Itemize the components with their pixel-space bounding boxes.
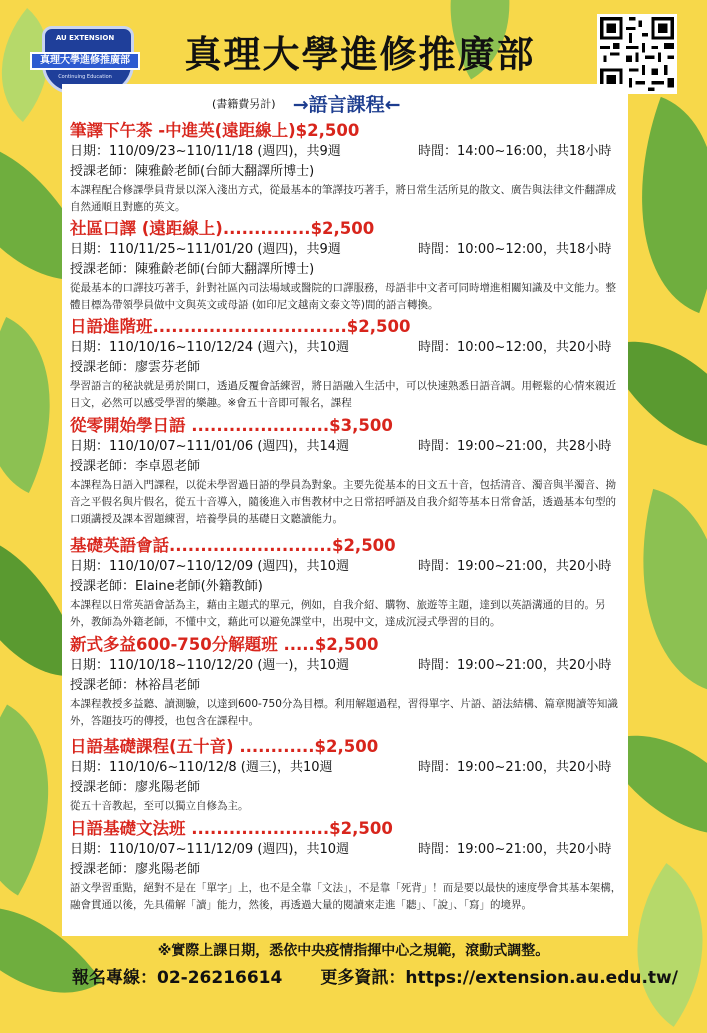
course-item — [70, 120, 620, 216]
qr-code-icon[interactable] — [597, 14, 677, 94]
course-time: 時間：19:00~21:00，共20小時 — [418, 842, 612, 857]
course-title: 社區口譯 (遠距線上)..............$2,500 — [70, 219, 375, 238]
course-date: 日期：110/10/07~110/12/09 (週四)，共10週 — [70, 559, 350, 574]
course-time: 時間：10:00~12:00，共20小時 — [418, 340, 612, 355]
course-teacher: 授課老師：廖雲芬老師 — [70, 360, 201, 375]
course-date: 日期：110/10/18~110/12/20 (週一)，共10週 — [70, 658, 350, 673]
course-title: 基礎英語會話..........................$2,500 — [70, 536, 396, 555]
course-item — [70, 818, 620, 914]
footer-contact — [72, 963, 692, 988]
course-description: 本課程教授多益聽、讀測驗，以達到600-750分為目標。利用解題過程，習得單字、片語、語法結構、篇章閱讀等知識外，答題技巧的傳授，也包含在課程中。 — [70, 698, 618, 727]
course-title: 日語基礎文法班 ......................$2,500 — [70, 819, 393, 838]
course-time: 時間：10:00~12:00，共18小時 — [418, 242, 612, 257]
course-teacher: 授課老師：廖兆陽老師 — [70, 780, 201, 795]
logo-top-text: AU EXTENSION — [55, 34, 115, 42]
course-description: 學習語言的秘訣就是勇於開口，透過反覆會話練習，將日語融入生活中，可以快速熟悉日語音調。用輕鬆的心情來親近日文，必然可以感受學習的樂趣。※會五十音即可報名，課程 — [70, 380, 616, 409]
course-teacher: 授課老師：林裕昌老師 — [70, 678, 201, 693]
course-teacher: 授課老師：李卓恩老師 — [70, 459, 201, 474]
course-date: 日期：110/10/6~110/12/8 (週三)，共10週 — [70, 760, 333, 775]
course-title: 日語基礎課程(五十音) ............$2,500 — [70, 737, 379, 756]
course-date: 日期：110/10/07~111/12/09 (週四)，共10週 — [70, 842, 350, 857]
course-list-card — [62, 84, 628, 936]
course-date: 日期：110/10/16~110/12/24 (週六)，共10週 — [70, 340, 350, 355]
subtitle-row — [212, 90, 401, 117]
page-title: 真理大學進修推廣部 — [184, 33, 536, 76]
schedule-adjustment-note: ※實際上課日期，悉依中央疫情指揮中心之規範，滾動式調整。 — [157, 943, 550, 959]
course-item — [70, 535, 620, 631]
book-fee-note: (書籍費另計) — [212, 97, 276, 111]
course-teacher: 授課老師：Elaine老師(外籍教師) — [70, 579, 263, 594]
course-title: 新式多益600-750分解題班 .....$2,500 — [70, 635, 379, 654]
course-teacher: 授課老師：廖兆陽老師 — [70, 862, 201, 877]
course-description: 本課程配合修課學員背景以深入淺出方式，從最基本的筆譯技巧著手，將日常生活所見的散文、廣告與法律文件翻譯成自然通順且對應的英文。 — [70, 184, 616, 213]
course-description: 從五十音教起，至可以獨立自修為主。 — [70, 800, 249, 812]
course-description: 本課程以日常英語會話為主，藉由主題式的單元，例如，自我介紹、購物、旅遊等主題，達到以英語溝通的目的。另外，教師為外籍老師，不懂中文，藉此可以避免課堂中，出現中文，達成沉浸式學習的目的。 — [70, 599, 606, 628]
course-teacher: 授課老師：陳雅齡老師(台師大翻譯所博士) — [70, 262, 315, 277]
logo-name: 真理大學進修推廣部 — [30, 52, 140, 70]
course-time: 時間：19:00~21:00，共20小時 — [418, 760, 612, 775]
course-description: 本課程為日語入門課程，以從未學習過日語的學員為對象。主要先從基本的日文五十音，包括清音、濁音與半濁音、拗音之平假名與片假名，從五十音導入，隨後進入市售教材中之日常招呼語及自我介紹等基本日常會話，透過基本句型的口頭講授及課本習題練習，培養學員的基礎日文聽讀能力。 — [70, 479, 616, 525]
course-item — [70, 415, 620, 528]
course-title: 日語進階班...............................$2,500 — [70, 317, 411, 336]
website-link[interactable]: 更多資訊：https://extension.au.edu.tw/ — [320, 968, 678, 988]
course-description: 語文學習重點，絕對不是在「單字」上，也不是全靠「文法」，不是靠「死背」！而是要以最快的速度學會其基本架構，融會貫通以後，先具備解「讀」能力，然後，再透過大量的閱讀來走進「聽」、「說」、「寫」的境界。 — [70, 882, 622, 911]
section-title: →語言課程← — [292, 94, 401, 116]
course-time: 時間：14:00~16:00，共18小時 — [418, 144, 612, 159]
course-date: 日期：110/11/25~111/01/20 (週四)，共9週 — [70, 242, 341, 257]
course-date: 日期：110/10/07~111/01/06 (週四)，共14週 — [70, 439, 350, 454]
course-title: 從零開始學日語 ......................$3,500 — [70, 416, 393, 435]
course-description: 從最基本的口譯技巧著手，針對社區內司法場域或醫院的口譯服務，母語非中文者可同時增進相關知識及中文能力。整體目標為帶領學員做中文與英文或母語 (如印尼文越南文泰文等)間的語言轉換。 — [70, 282, 616, 311]
logo-bottom-text: Continuing Education — [58, 74, 112, 80]
course-item — [70, 736, 620, 815]
course-time: 時間：19:00~21:00，共28小時 — [418, 439, 612, 454]
course-teacher: 授課老師：陳雅齡老師(台師大翻譯所博士) — [70, 164, 315, 179]
course-date: 日期：110/09/23~110/11/18 (週四)，共9週 — [70, 144, 341, 159]
course-title: 筆譯下午茶 -中進英(遠距線上)$2,500 — [70, 121, 360, 140]
course-time: 時間：19:00~21:00，共20小時 — [418, 658, 612, 673]
course-time: 時間：19:00~21:00，共20小時 — [418, 559, 612, 574]
registration-phone[interactable]: 報名專線：02-26216614 — [72, 968, 283, 988]
course-item — [70, 218, 620, 314]
course-item — [70, 634, 620, 730]
course-item — [70, 316, 620, 412]
